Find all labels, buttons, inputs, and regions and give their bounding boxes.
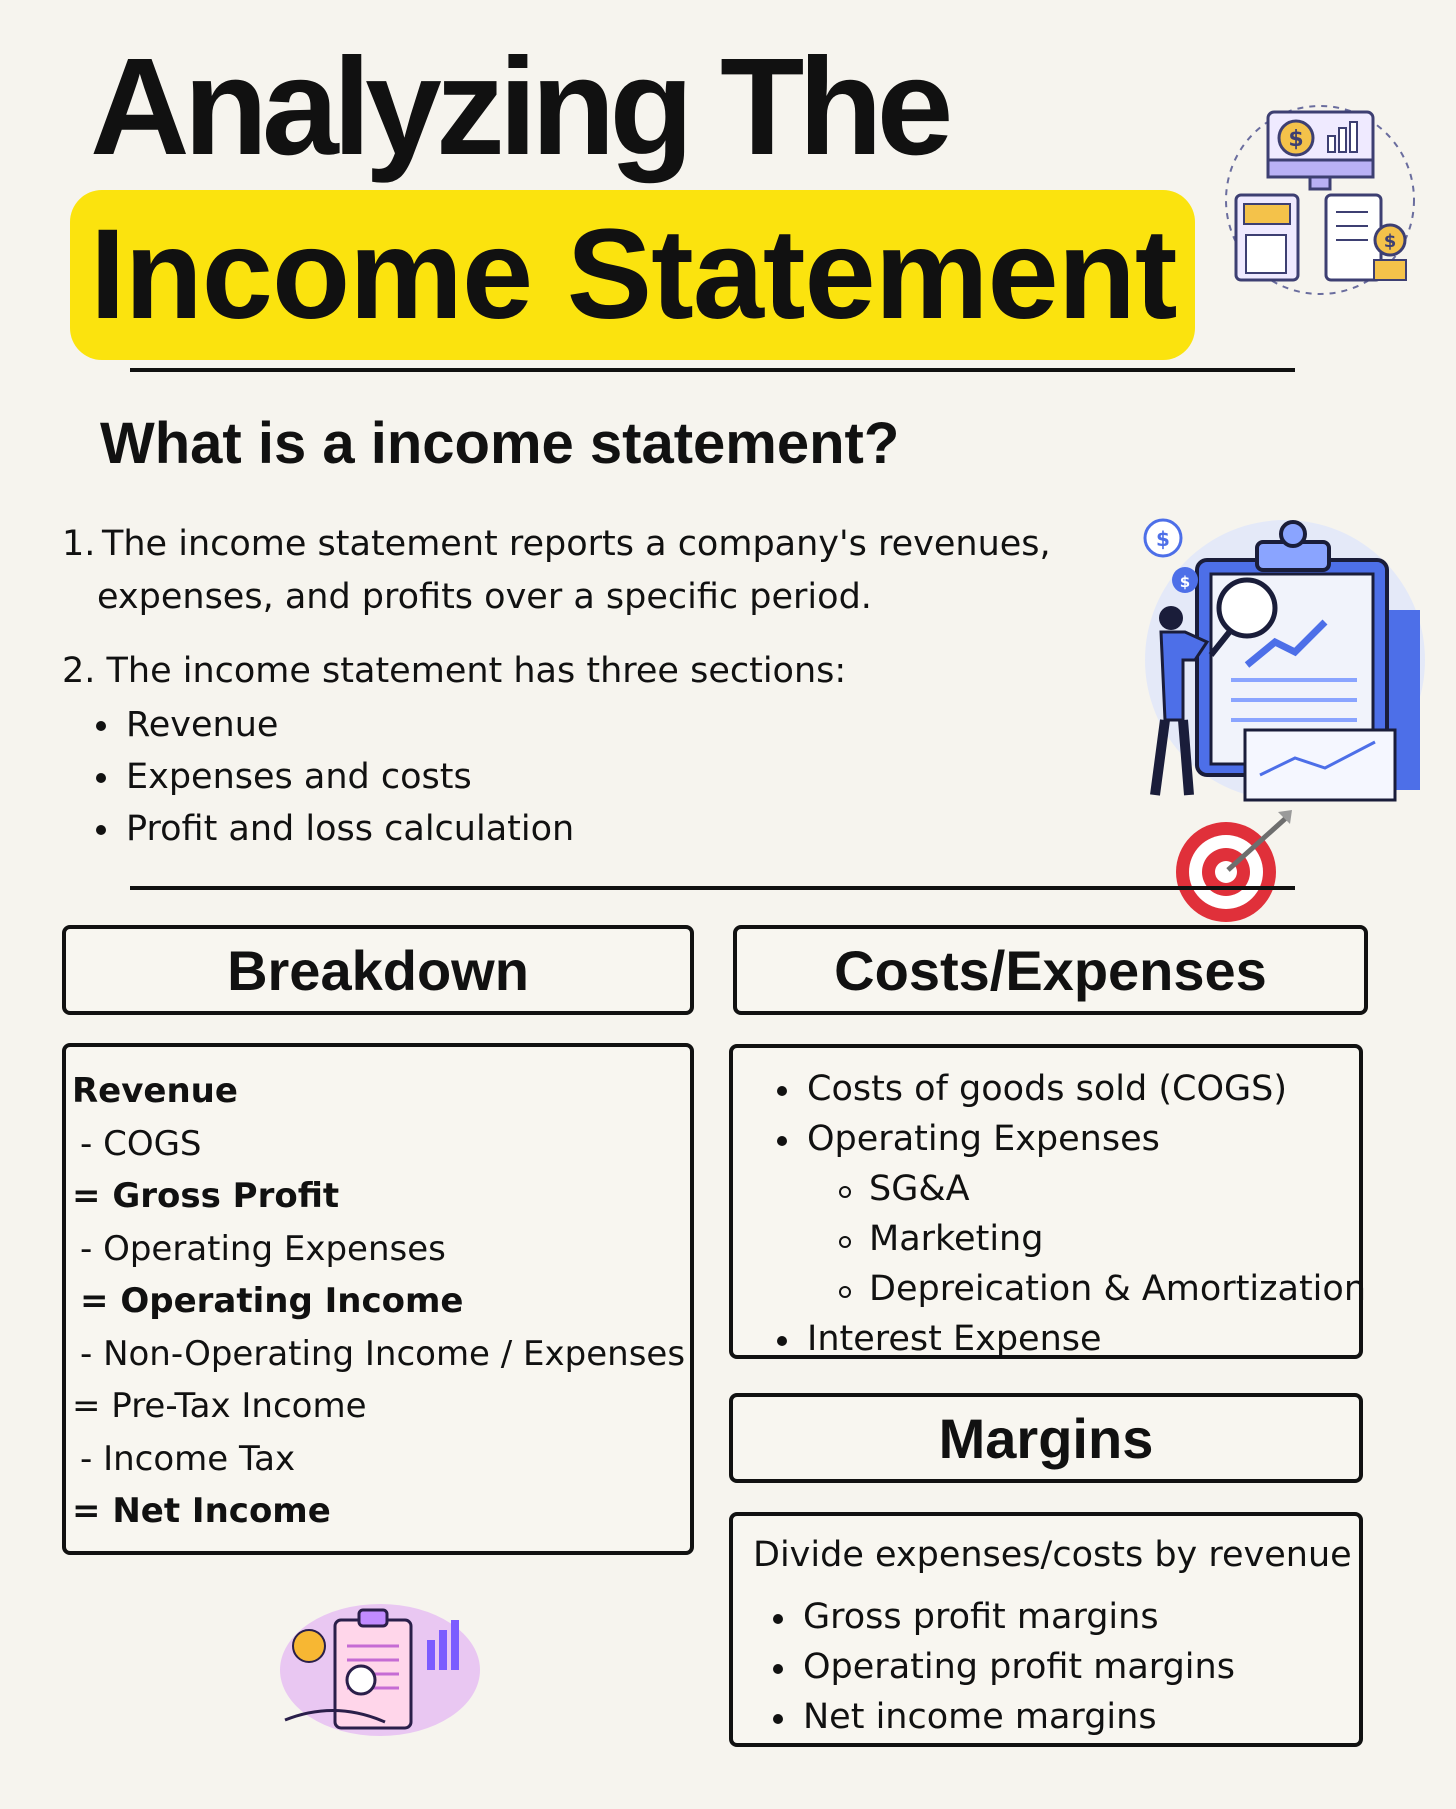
breakdown-line-pre-tax-income: = Pre-Tax Income [72,1386,367,1426]
costs-list-2 [773,1314,1359,1364]
title-line-1: Analyzing The [90,30,948,184]
list-item: Revenue [92,699,574,751]
section-heading: What is a income statement? [100,411,900,476]
list-item: Operating Expenses [773,1114,1359,1164]
svg-text:$: $ [1156,527,1170,551]
list-item: Expenses and costs [92,751,574,803]
list-item: SG&A [835,1164,1359,1214]
margins-title-box [729,1393,1363,1483]
list-item: Marketing [835,1214,1359,1264]
intro-point-1-line-1: The income statement reports a company's revenues, [102,524,1051,564]
breakdown-line-income-tax: - Income Tax [80,1438,296,1479]
breakdown-title: Breakdown [227,938,529,1002]
breakdown-line-non-operating: - Non-Operating Income / Expenses [80,1333,686,1374]
svg-text:$: $ [1288,127,1304,152]
costs-title-box [733,925,1368,1015]
intro-point-1-line-2: expenses, and profits over a specific period. [97,576,872,617]
list-item: Operating profit margins [769,1642,1359,1692]
costs-content-box [729,1044,1367,1359]
top-divider [130,368,1295,372]
breakdown-line-gross-profit: = Gross Profit [72,1176,340,1216]
breakdown-line-operating-income: = Operating Income [80,1281,464,1321]
list-item: Depreication & Amortization [835,1264,1359,1314]
intro-point-2: 2. The income statement has three sections: [62,651,847,691]
svg-text:$: $ [1383,231,1397,252]
margins-title: Margins [938,1406,1154,1470]
breakdown-title-box [62,925,694,1015]
intro-point-1-number: 1. [62,524,96,564]
costs-title: Costs/Expenses [834,938,1267,1002]
breakdown-line-cogs: - COGS [80,1123,202,1164]
operating-expenses-sublist [773,1164,1367,1314]
list-item: Net income margins [769,1692,1359,1742]
sections-list [92,699,574,855]
title-line-2: Income Statement [90,203,1177,346]
list-item: Interest Expense [773,1314,1359,1364]
breakdown-line-revenue: Revenue [72,1071,238,1111]
clipboard-analysis-illustration [1135,510,1435,810]
margins-content-box [729,1512,1363,1747]
middle-divider [130,886,1295,890]
list-item: Costs of goods sold (COGS) [773,1064,1359,1114]
breakdown-line-net-income: = Net Income [72,1491,331,1531]
list-item: Gross profit margins [769,1592,1359,1642]
margins-list [753,1592,1359,1742]
target-icon [1168,808,1298,928]
svg-text:$: $ [1179,573,1191,591]
costs-list [773,1064,1359,1164]
finance-dashboard-icon [1218,100,1423,300]
intro-point-1 [62,518,1051,623]
breakdown-content-box [62,1043,694,1555]
clipboard-small-illustration [275,1600,485,1740]
breakdown-line-operating-expenses: - Operating Expenses [80,1228,446,1269]
margins-intro: Divide expenses/costs by revenue [753,1535,1352,1575]
list-item: Profit and loss calculation [92,803,574,855]
